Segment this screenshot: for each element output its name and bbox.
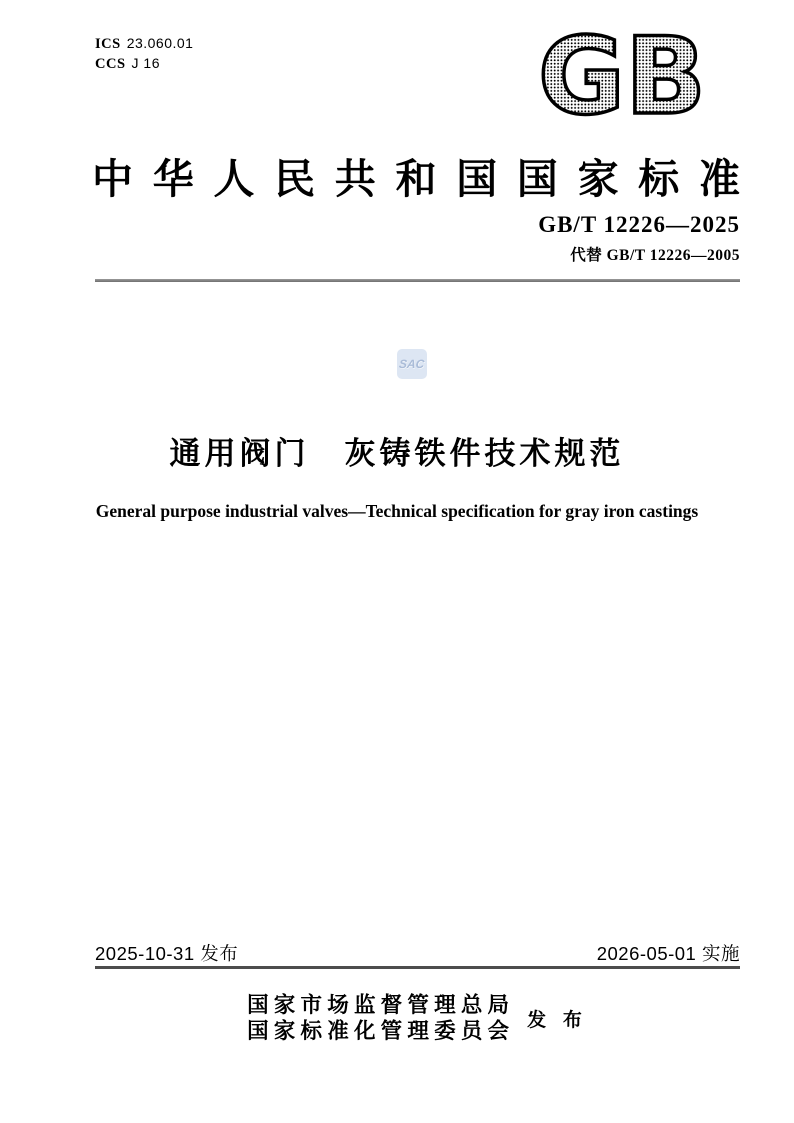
publisher-names: [247, 992, 509, 1044]
publisher-1: 国家市场监督管理总局: [247, 993, 510, 1017]
document-title-chinese: 通用阀门 灰铸铁件技术规范: [169, 436, 625, 471]
implementation-date: 2026-05-01 实施: [596, 943, 740, 964]
replaces-note: 代替 GB/T 12226—2005: [570, 247, 740, 264]
standard-number-block: [538, 212, 740, 265]
ics-value: 23.060.01: [126, 35, 194, 51]
classification-codes: [95, 34, 193, 74]
standard-number: GB/T 12226—2025: [538, 212, 740, 237]
ccs-value: J 16: [131, 55, 160, 71]
publisher-2: 国家标准化管理委员会: [247, 1019, 510, 1043]
ics-code: [95, 34, 193, 54]
top-divider: [95, 279, 740, 282]
publisher-block: [247, 992, 588, 1044]
document-title-english: General purpose industrial valves—Technical specification for gray iron castings: [95, 501, 699, 521]
bottom-divider: [95, 966, 740, 969]
ccs-label: CCS: [95, 56, 126, 72]
publish-label: 发 布: [527, 1009, 588, 1031]
ccs-code: [95, 54, 193, 74]
national-standard-header: 中华人民共和国国家标准: [92, 156, 740, 202]
dates-row: [95, 940, 740, 966]
gb-logo-text: GB: [538, 28, 706, 118]
sac-watermark-text: SAC: [398, 357, 426, 371]
ics-label: ICS: [95, 36, 121, 52]
issue-date: 2025-10-31 发布: [95, 943, 239, 964]
sac-watermark-icon: [397, 349, 427, 379]
gb-logo-icon: [536, 28, 708, 118]
